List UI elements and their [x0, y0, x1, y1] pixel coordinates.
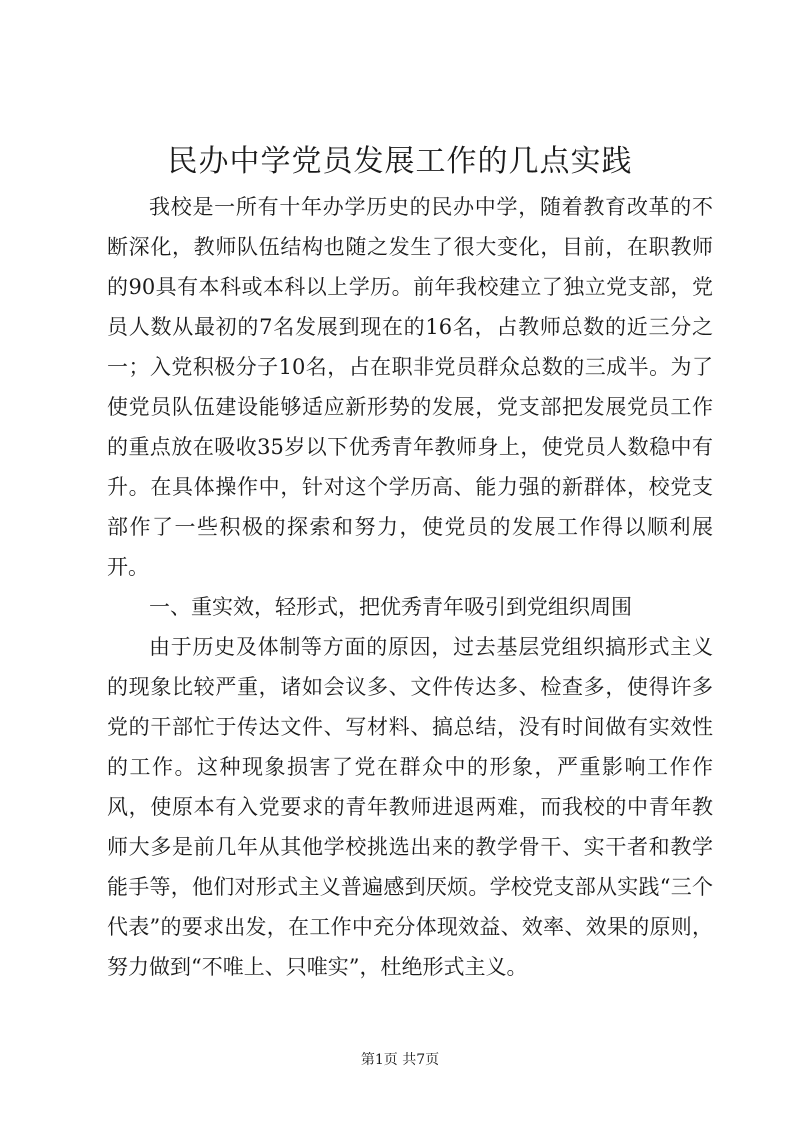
section-heading-1: 一、重实效，轻形式，把优秀青年吸引到党组织周围	[149, 595, 632, 619]
document-body	[107, 187, 713, 987]
page-footer: 第1页 共7页	[360, 1052, 440, 1068]
page-title: 民办中学党员发展工作的几点实践	[167, 144, 633, 179]
paragraph-intro: 我校是一所有十年办学历史的民办中学，随着教育改革的不断深化，教师队伍结构也随之发生了很大变化，目前，在职教师的90具有本科或本科以上学历。前年我校建立了独立党支部，党员人数从最初的7名发展到现在的16名，占教师总数的近三分之一；入党积极分子10名，占在职非党员群众总数的三成半。为了使党员队伍建设能够适应新形势的发展，党支部把发展党员工作的重点放在吸收35岁以下优秀青年教师身上，使党员人数稳中有升。在具体操作中，针对这个学历高、能力强的新群体，校党支部作了一些积极的探索和努力，使党员的发展工作得以顺利展开。	[107, 195, 713, 579]
paragraph-section-1: 由于历史及体制等方面的原因，过去基层党组织搞形式主义的现象比较严重，诸如会议多、文件传达多、检查多，使得许多党的干部忙于传达文件、写材料、搞总结，没有时间做有实效性的工作。这种现象损害了党在群众中的形象，严重影响工作作风，使原本有入党要求的青年教师进退两难，而我校的中青年教师大多是前几年从其他学校挑选出来的教学骨干、实干者和教学能手等，他们对形式主义普遍感到厌烦。学校党支部从实践“三个代表”的要求出发，在工作中充分体现效益、效率、效果的原则，努力做到“不唯上、只唯实”，杜绝形式主义。	[107, 635, 713, 979]
